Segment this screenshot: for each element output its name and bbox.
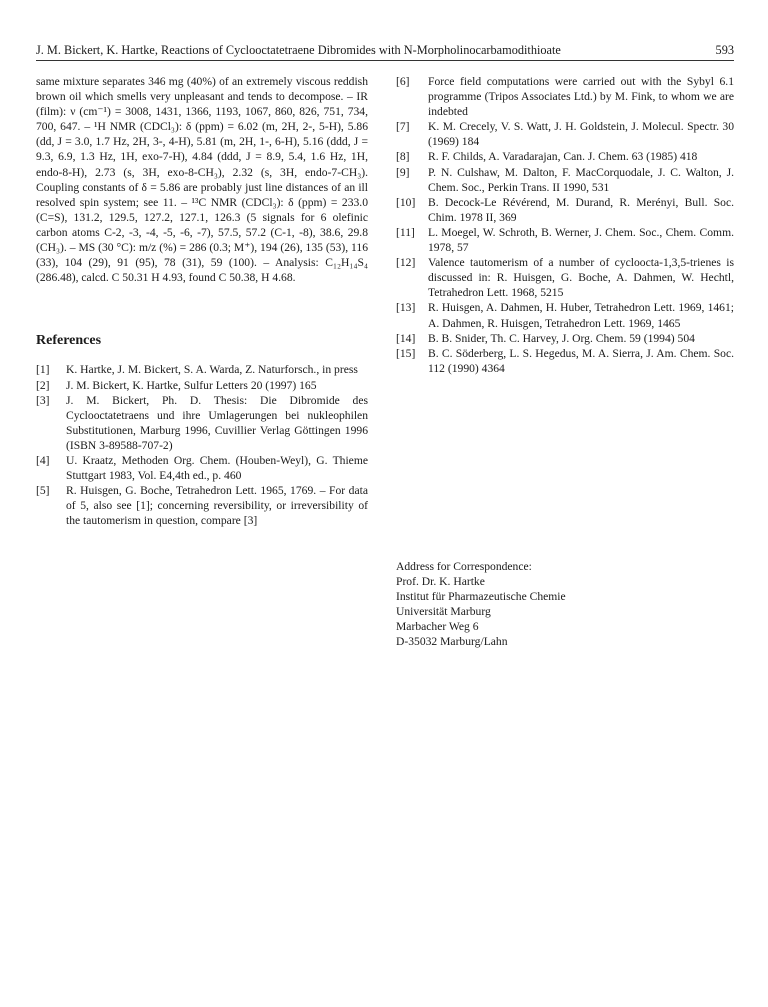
reference-item (36, 453, 368, 483)
reference-text: J. M. Bickert, Ph. D. Thesis: Die Dibromide des Cyclooctatetraens und ihre Umlagerungen bei nukleophilen Substitutionen, Marburg 1996, Cuvillier Verlag Göttingen 1996 (ISBN 3-89588-707-2) (66, 393, 368, 452)
reference-item (396, 331, 734, 346)
reference-number: [12] (396, 256, 416, 270)
address-label: Address for Correspondence: (396, 560, 532, 573)
reference-number: [11] (396, 225, 415, 239)
references-heading: References (36, 333, 102, 349)
reference-item (396, 119, 734, 149)
running-title: J. M. Bickert, K. Hartke, Reactions of Cyclooctatetraene Dibromides with N-Morpholinocarbamodithioate (36, 43, 561, 57)
address-name: Prof. Dr. K. Hartke (396, 575, 485, 589)
reference-number: [2] (36, 378, 50, 392)
reference-number: [6] (396, 75, 410, 88)
reference-number: [9] (396, 165, 410, 179)
reference-item (36, 362, 368, 377)
experimental-paragraph: same mixture separates 346 mg (40%) of an extremely viscous reddish brown oil which smells very unpleasant and tends to decompose. – IR (film): ν (cm⁻¹) = 3008, 1431, 1366, 1193, 1067, 860, 826, 751, 734, 700, 647. – ¹H NMR (CDCl₃): δ (ppm) = 6.02 (m, 2H, 2-, 5-H), 5.86 (dd, J = 3.0, 1.7 Hz, 2H, 3-, 4-H), 5.81 (m, 2H, 1-, 6-H), 5.16 (ddd, J = 9.3, 6.9, 1.3 Hz, 1H, exo-7-H), 4.84 (ddd, J = 8.9, 5.4, 1.6 Hz, 1H, endo-8-H), 2.73 (s, 3H, exo-8-CH₃), 2.32 (s, 3H, endo-7-CH₃). Coupling constants of δ = 5.86 are probably just line distances of an ill resolved spin system; see 11. – ¹³C NMR (CDCl₃): δ (ppm) = 233.0 (C=S), 131.2, 129.5, 127.2, 127.1, 126.3 (5 signals for 6 olefinic carbon atoms C-2, -3, -4, -5, -6, -7), 57.5, 57.2 (C-1, -8), 38.6, 29.8 (CH₃). – MS (30 °C): m/z (%) = 286 (0.3; M⁺), 194 (26), 135 (53), 116 (33), 104 (29), 91 (95), 78 (31), 59 (100). – Analysis: C₁₂H₁₄S₄ (286.48), calcd. C 50.31 H 4.93, found C 50.38, H 4.68. (36, 75, 368, 285)
reference-item (36, 378, 368, 393)
reference-text: P. N. Culshaw, M. Dalton, F. MacCorquodale, J. C. Walton, J. Chem. Soc., Perkin Trans. II 1990, 531 (428, 165, 734, 194)
reference-number: [7] (396, 120, 410, 134)
reference-item (396, 346, 734, 376)
reference-number: [4] (36, 453, 50, 467)
reference-text: Valence tautomerism of a number of cycloocta-1,3,5-trienes is discussed in: R. Huisgen, G. Boche, A. Dahmen, W. Hechtl, Tetrahedron Lett. 1968, 5215 (428, 256, 734, 300)
reference-text: R. Huisgen, G. Boche, Tetrahedron Lett. 1965, 1769. – For data of 5, also see [1]; concerning reversibility, or irreversibility of the tautomerism in question, compare [3] (66, 484, 368, 528)
right-column (396, 74, 734, 376)
reference-item (36, 483, 368, 528)
reference-list-left (36, 362, 368, 528)
reference-number: [3] (36, 393, 50, 407)
reference-item (396, 74, 734, 119)
reference-text: U. Kraatz, Methoden Org. Chem. (Houben-Weyl), G. Thieme Stuttgart 1983, Vol. E4,4th ed., p. 460 (66, 453, 368, 483)
reference-text: J. M. Bickert, K. Hartke, Sulfur Letters 20 (1997) 165 (66, 378, 317, 392)
reference-item (396, 195, 734, 225)
reference-item (396, 149, 734, 164)
page-number: 593 (715, 43, 734, 57)
reference-text: B. B. Snider, Th. C. Harvey, J. Org. Chem. 59 (1994) 504 (428, 331, 695, 345)
reference-number: [1] (36, 363, 50, 377)
running-header (36, 40, 734, 61)
reference-text: R. F. Childs, A. Varadarajan, Can. J. Chem. 63 (1985) 418 (428, 150, 698, 164)
reference-text: K. Hartke, J. M. Bickert, S. A. Warda, Z. Naturforsch., in press (66, 363, 358, 377)
reference-number: [10] (396, 195, 416, 209)
reference-text: Force field computations were carried out with the Sybyl 6.1 programme (Tripos Associates Ltd.) by M. Fink, to whom we are indebted (428, 75, 734, 119)
address-city: D-35032 Marburg/Lahn (396, 635, 508, 649)
reference-item (396, 165, 734, 195)
reference-text: B. C. Söderberg, L. S. Hegedus, M. A. Sierra, J. Am. Chem. Soc. 112 (1990) 4364 (428, 346, 734, 375)
reference-text: B. Decock-Le Révérend, M. Durand, R. Merényi, Bull. Soc. Chim. 1978 II, 369 (428, 195, 734, 224)
address-street: Marbacher Weg 6 (396, 620, 479, 634)
reference-item (396, 300, 734, 330)
reference-item (396, 255, 734, 300)
reference-item (396, 225, 734, 255)
reference-number: [13] (396, 301, 416, 315)
reference-number: [14] (396, 331, 416, 345)
address-institute: Institut für Pharmazeutische Chemie (396, 590, 566, 604)
reference-text: R. Huisgen, A. Dahmen, H. Huber, Tetrahedron Lett. 1969, 1461; A. Dahmen, R. Huisgen, Tetrahedron Lett. 1969, 1465 (428, 301, 734, 330)
reference-item (36, 393, 368, 453)
reference-number: [8] (396, 150, 410, 164)
reference-list-right (396, 74, 734, 376)
left-column (36, 74, 368, 528)
reference-number: [5] (36, 484, 50, 498)
address-university: Universität Marburg (396, 605, 491, 619)
reference-text: L. Moegel, W. Schroth, B. Werner, J. Chem. Soc., Chem. Comm. 1978, 57 (428, 225, 734, 255)
reference-number: [15] (396, 346, 416, 360)
reference-text: K. M. Crecely, V. S. Watt, J. H. Goldstein, J. Molecul. Spectr. 30 (1969) 184 (428, 120, 734, 149)
correspondence-address (396, 559, 734, 650)
